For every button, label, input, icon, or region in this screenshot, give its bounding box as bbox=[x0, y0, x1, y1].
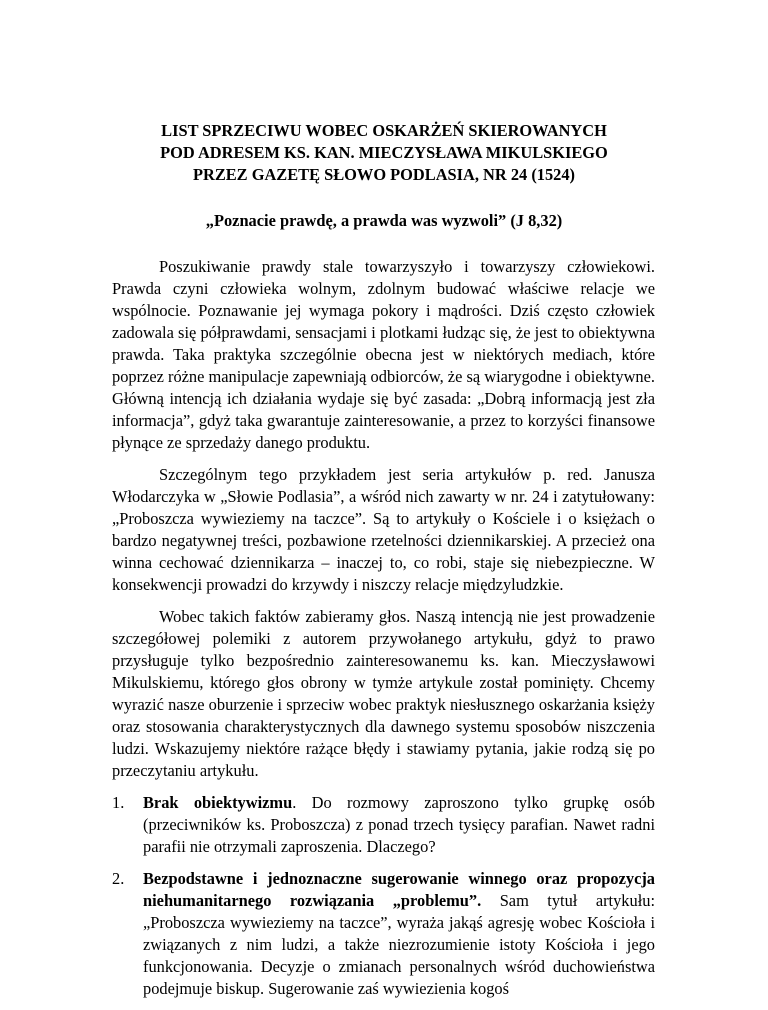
title-line-2: POD ADRESEM KS. KAN. MIECZYSŁAWA MIKULSKIEGO bbox=[160, 143, 608, 162]
list-item-number: 2. bbox=[112, 869, 125, 888]
title-line-3: PRZEZ GAZETĘ SŁOWO PODLASIA, NR 24 (1524) bbox=[192, 165, 576, 184]
list-item-text: . Do rozmowy zaproszono tylko grupkę osób (przeciwników ks. Proboszcza) z ponad trzech tysięcy parafian. Nawet radni parafii nie otrzymali zaproszenia. Dlaczego? bbox=[143, 793, 656, 856]
paragraph-3: Wobec takich faktów zabieramy głos. Naszą intencją nie jest prowadzenie szczegółowej polemiki z autorem przywołanego artykułu, gdyż to prawo przysługuje tylko bezpośrednio zainteresowanemu ks. kan. Mieczysławowi Mikulskiemu, którego głos obrony w tymże artykule został pominięty. Chcemy wyrazić nasze oburzenie i sprzeciw wobec praktyk niesłusznego oskarżania księży oraz stosowania charakterystycznych dla dawnego systemu sposobów niszczenia ludzi. Wskazujemy niektóre rażące błędy i stawiamy pytania, jakie rodzą się po przeczytaniu artykułu. bbox=[112, 607, 655, 780]
list-item-heading: Brak obiektywizmu bbox=[143, 793, 293, 812]
list-item bbox=[112, 868, 655, 1000]
motto-quote: „Poznacie prawdę, a prawda was wyzwoli” (J 8,32) bbox=[205, 211, 563, 230]
list-item-number: 1. bbox=[112, 793, 125, 812]
paragraph-2: Szczególnym tego przykładem jest seria artykułów p. red. Janusza Włodarczyka w „Słowie Podlasia”, a wśród nich zawarty w nr. 24 i zatytułowany: „Proboszcza wywieziemy na taczce”. Są to artykuły o Kościele i o księżach o bardzo negatywnej treści, pozbawione rzetelności dziennikarskiej. A przecież ona winna cechować dziennikarza – inaczej to, co robi, staje się niebezpieczne. W konsekwencji prowadzi do krzywdy i niszczy relacje międzyludzkie. bbox=[112, 465, 655, 594]
list-item bbox=[112, 792, 655, 858]
list-item-text: Sam tytuł artykułu: „Proboszcza wywieziemy na taczce”, wyraża jakąś agresję wobec Kościoła i związanych z nim ludzi, a także niezrozumienie istoty Kościoła i jego funkcjonowania. Decyzje o zmianach personalnych wśród duchowieństwa podejmuje biskup. Sugerowanie zaś wywiezienia kogoś bbox=[143, 891, 655, 998]
list-item-heading: Bezpodstawne i jednoznaczne sugerowanie winnego oraz propozycja niehumanitarnego rozwiązania „problemu”. bbox=[143, 869, 655, 910]
document-body bbox=[112, 256, 655, 1010]
paragraph-1: Poszukiwanie prawdy stale towarzyszyło i towarzyszy człowiekowi. Prawda czyni człowieka wolnym, zdolnym budować właściwe relacje we wspólnocie. Poznawanie jej wymaga pokory i mądrości. Dziś często człowiek zadowala się półprawdami, sensacjami i plotkami łudząc się, że jest to obiektywna prawda. Taka praktyka szczególnie obecna jest w niektórych mediach, które poprzez różne manipulacje zapewniają odbiorców, że są wiarygodne i obiektywne. Główną intencją ich działania wydaje się być zasada: „Dobrą informacją jest zła informacja”, gdyż taka gwarantuje zainteresowanie, a przez to korzyści finansowe płynące ze sprzedaży danego produktu. bbox=[112, 257, 655, 452]
document-title bbox=[100, 120, 668, 186]
numbered-list bbox=[112, 792, 655, 1000]
title-line-1: LIST SPRZECIWU WOBEC OSKARŻEŃ SKIEROWANYCH bbox=[161, 121, 607, 140]
